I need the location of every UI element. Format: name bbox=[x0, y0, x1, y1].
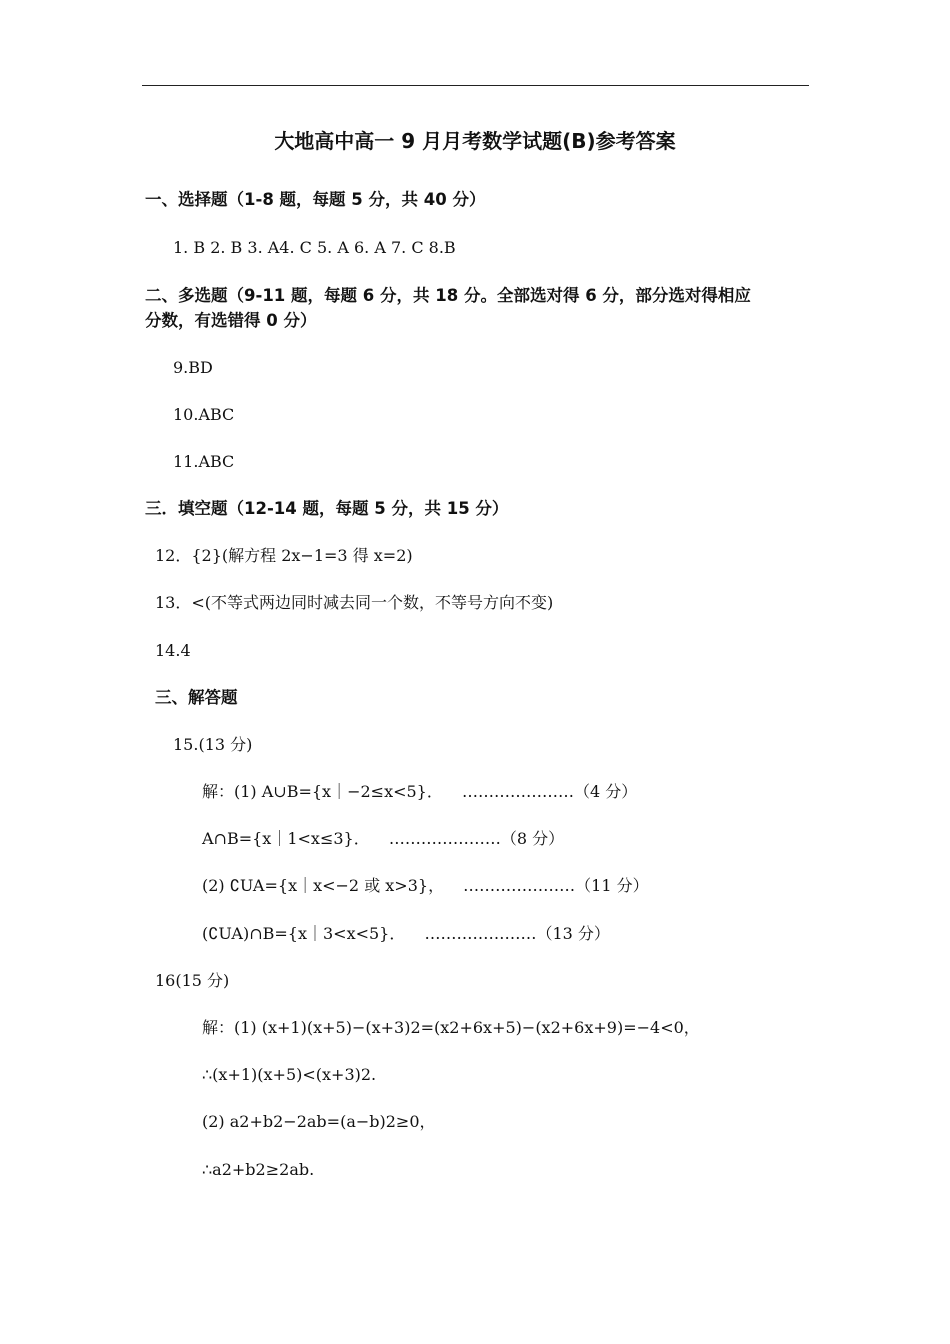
section2-heading-line2: 分数，有选错得 0 分） bbox=[145, 311, 317, 330]
q16-label: 16(15 分) bbox=[155, 971, 230, 990]
q16-step-3: (2) a2+b2−2ab=(a−b)2≥0， bbox=[202, 1112, 436, 1131]
section2-heading-line1: 二、多选题（9-11 题，每题 6 分，共 18 分。全部选对得 6 分，部分选对得相应 bbox=[145, 286, 751, 305]
answer-11: 11.ABC bbox=[173, 452, 235, 471]
q15-label: 15.(13 分) bbox=[173, 735, 253, 754]
q15-step-2 bbox=[202, 827, 564, 851]
answer-10: 10.ABC bbox=[173, 405, 235, 424]
q15-step-4-score: …………………（13 分） bbox=[424, 924, 610, 943]
q15-step-3-text: (2) ∁UA={x｜x<−2 或 x>3}， bbox=[202, 876, 445, 895]
section4-heading: 三、解答题 bbox=[155, 688, 238, 707]
answer-12: 12．{2}(解方程 2x−1=3 得 x=2) bbox=[155, 546, 413, 565]
answer-14: 14.4 bbox=[155, 641, 191, 660]
q15-step-4 bbox=[202, 922, 610, 946]
section1-answers: 1. B 2. B 3. A4. C 5. A 6. A 7. C 8.B bbox=[173, 238, 456, 257]
q15-step-1-text: 解：(1) A∪B={x｜−2≤x<5}． bbox=[202, 782, 443, 801]
section3-heading: 三．填空题（12-14 题，每题 5 分，共 15 分） bbox=[145, 499, 509, 518]
q15-step-2-text: A∩B={x｜1<x≤3}． bbox=[202, 829, 370, 848]
answer-13: 13．<(不等式两边同时减去同一个数，不等号方向不变) bbox=[155, 593, 554, 612]
q16-step-4: ∴a2+b2≥2ab. bbox=[202, 1160, 315, 1179]
header-rule bbox=[142, 85, 809, 86]
answer-9: 9.BD bbox=[173, 358, 213, 377]
page-title: 大地高中高一 9 月月考数学试题(B)参考答案 bbox=[274, 129, 676, 153]
q16-step-2: ∴(x+1)(x+5)<(x+3)2. bbox=[202, 1065, 377, 1084]
q15-step-2-score: …………………（8 分） bbox=[388, 829, 565, 848]
q15-step-3 bbox=[202, 874, 649, 898]
q15-step-1-score: …………………（4 分） bbox=[461, 782, 638, 801]
q15-step-1 bbox=[202, 780, 637, 804]
section1-heading: 一、选择题（1-8 题，每题 5 分，共 40 分） bbox=[145, 190, 486, 209]
q15-step-4-text: (∁UA)∩B={x｜3<x<5}． bbox=[202, 924, 406, 943]
q16-step-1: 解：(1) (x+1)(x+5)−(x+3)2=(x2+6x+5)−(x2+6x+9)=−4<0， bbox=[202, 1018, 700, 1037]
q15-step-3-score: …………………（11 分） bbox=[463, 876, 649, 895]
